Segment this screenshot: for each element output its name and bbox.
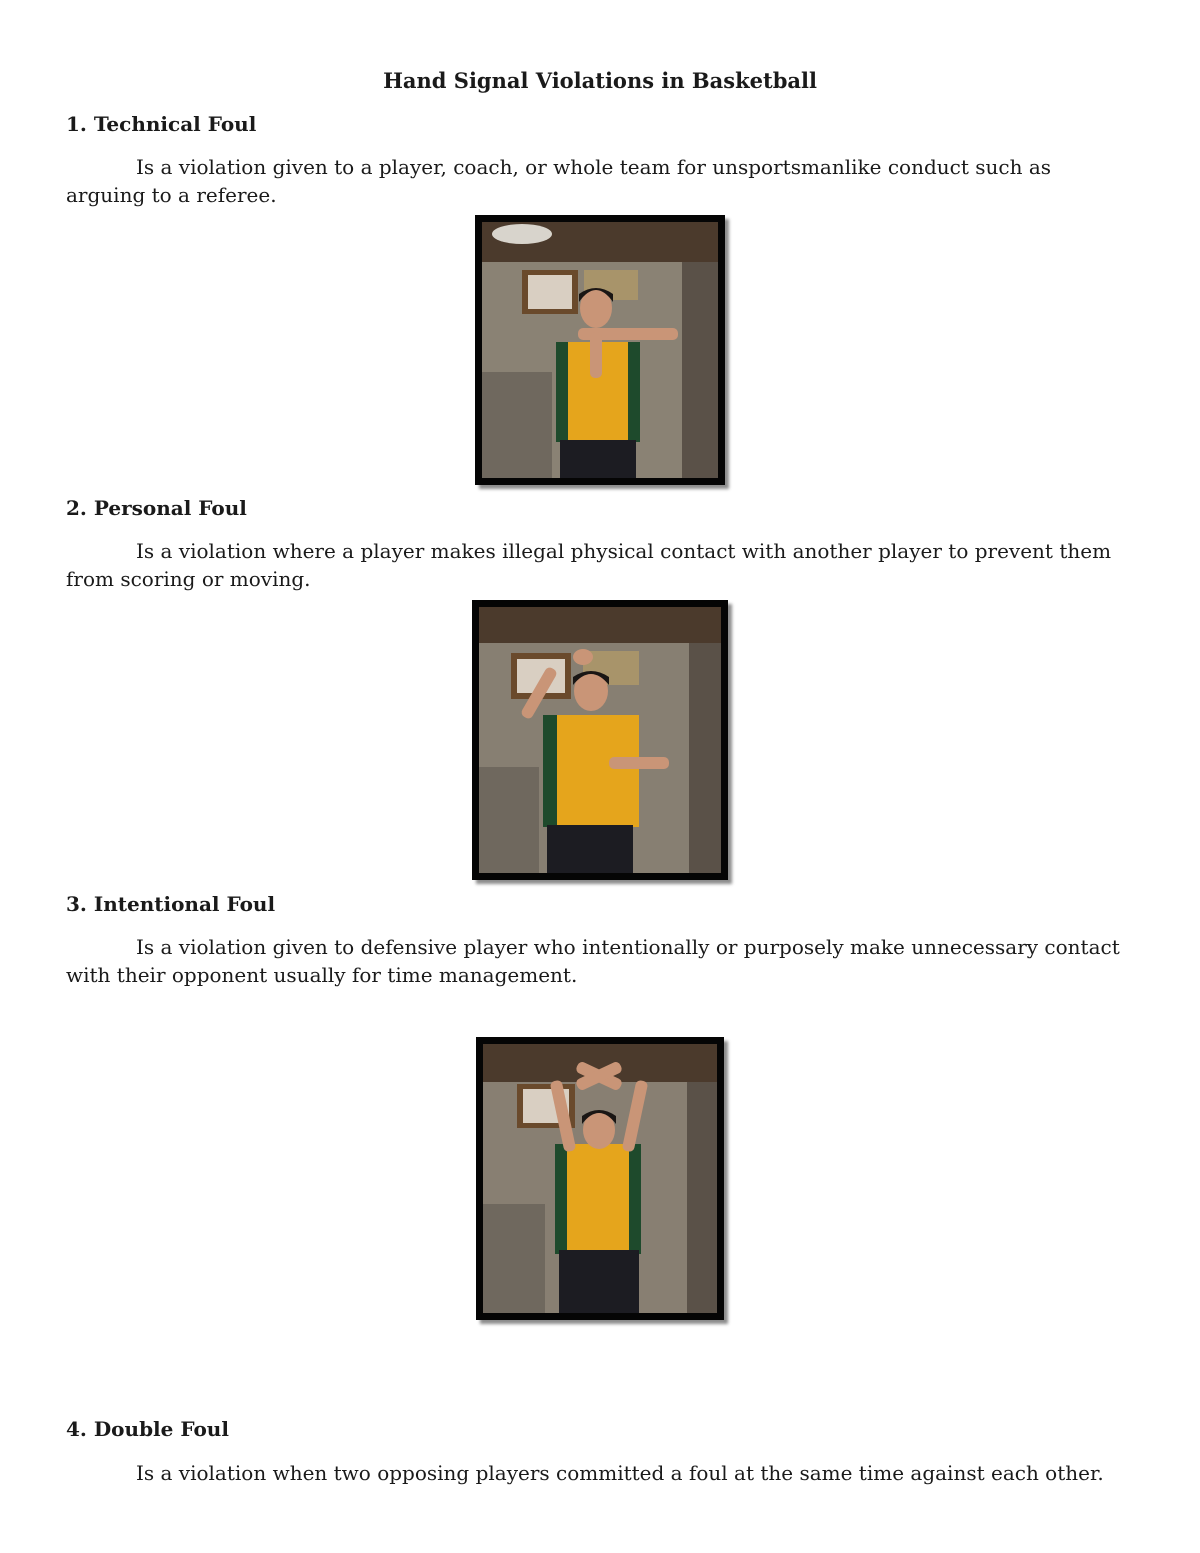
intentional-foul-photo [476,1037,724,1320]
personal-foul-photo [472,600,728,880]
section-description-intentional-foul: Is a violation given to defensive player who intentionally or purposely make unnecessary contact with their opponent usually for time management. [66,935,1120,987]
section-heading-double-foul: 4. Double Foul [66,1417,229,1441]
section-heading-technical-foul: 1. Technical Foul [66,112,257,136]
document-title: Hand Signal Violations in Basketball [383,68,817,93]
section-heading-intentional-foul: 3. Intentional Foul [66,892,276,916]
personal-foul-signal-image [479,607,721,873]
technical-foul-photo [475,215,725,485]
technical-foul-signal-image [482,222,718,478]
section-description-personal-foul: Is a violation where a player makes illegal physical contact with another player to prevent them from scoring or moving. [66,539,1112,591]
section-description-double-foul: Is a violation when two opposing players committed a foul at the same time against each other. [136,1461,1104,1485]
section-heading-personal-foul: 2. Personal Foul [66,496,247,520]
section-description-technical-foul: Is a violation given to a player, coach, or whole team for unsportsmanlike conduct such as arguing to a referee. [66,155,1052,207]
intentional-foul-signal-image [483,1044,717,1313]
